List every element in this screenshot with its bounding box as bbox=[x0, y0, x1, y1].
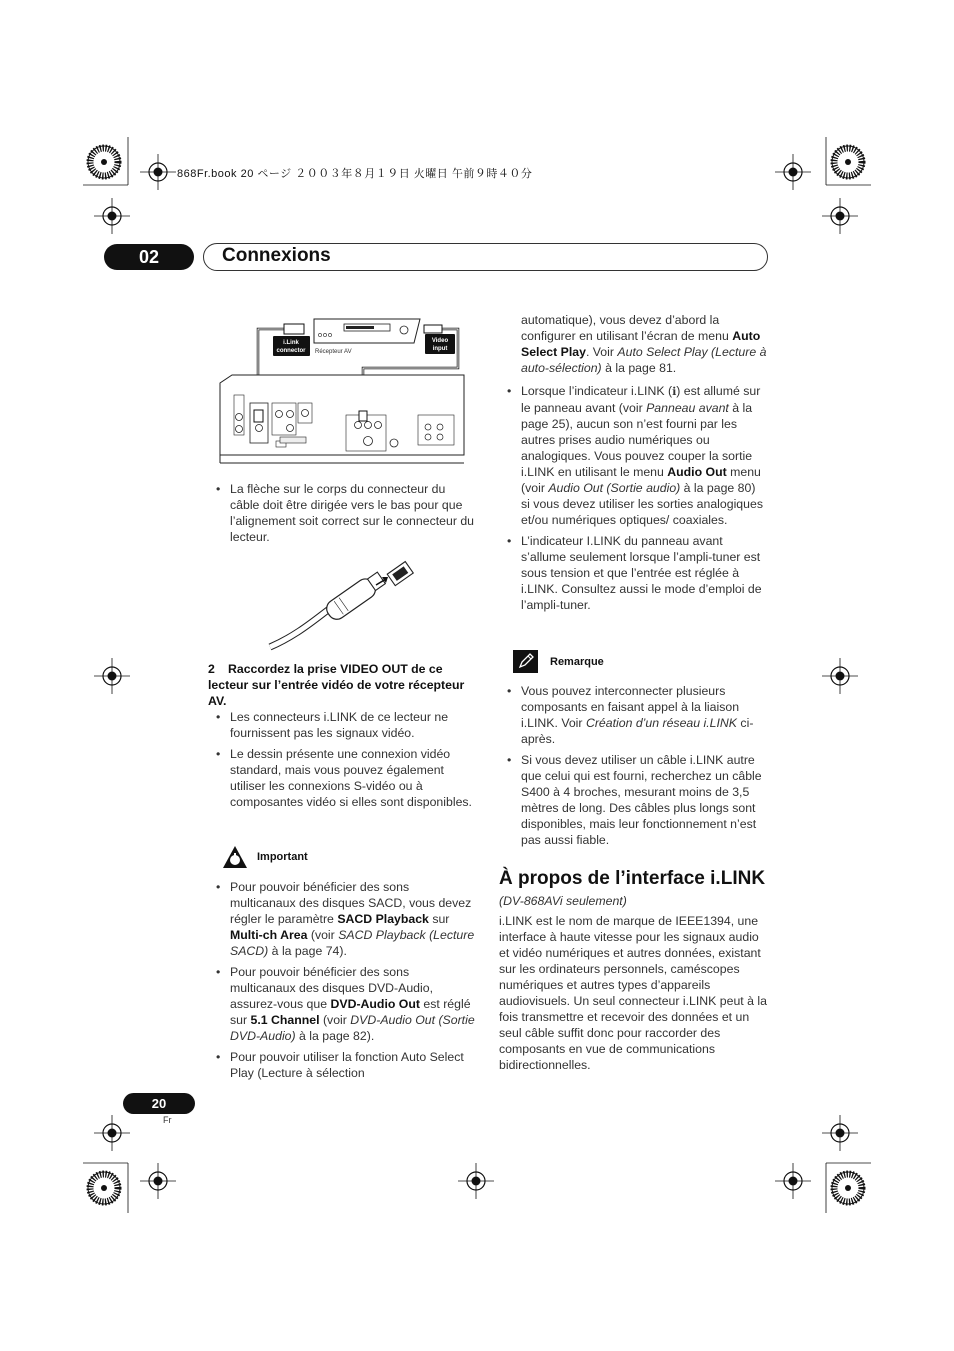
important-icon bbox=[222, 845, 248, 869]
registration-mark-icon bbox=[458, 1163, 494, 1199]
registration-mark-icon bbox=[94, 658, 130, 694]
book-info-line: 868Fr.book 20 ページ ２００３年８月１９日 火曜日 午前９時４０分 bbox=[177, 168, 533, 180]
page-number: 20 bbox=[123, 1093, 195, 1114]
ilink-indicator-icon: ​ℹ bbox=[672, 386, 677, 398]
bullet-arrow-orientation: • La flèche sur le corps du connecteur du câble doit être dirigée vers le bas pour que l’alignement soit correct sur le connecteur du lecteur. bbox=[208, 481, 476, 545]
registration-mark-icon bbox=[94, 1115, 130, 1151]
input-label: input bbox=[432, 346, 448, 352]
registration-mark-icon bbox=[822, 1115, 858, 1151]
step-number: 2 bbox=[208, 662, 215, 676]
important-bullet-auto-select: • Pour pouvoir utiliser la fonction Auto Select Play (Lecture à sélection bbox=[208, 1049, 476, 1081]
chapter-number: 02 bbox=[104, 244, 194, 270]
remark-bullet-network: • Vous pouvez interconnecter plusieurs composants en faisant appel à la liaison i.LINK. Voir Création d’un réseau i.LINK ci-après. bbox=[499, 683, 767, 747]
section-subtitle: (DV-868AVi seulement) bbox=[499, 894, 627, 908]
important-bullet-sacd: • Pour pouvoir bénéficier des sons multicanaux des disques SACD, vous devez régler le paramètre SACD Playback sur Multi-ch Area (voir SACD Playback (Lecture SACD) à la page 74). bbox=[208, 879, 476, 959]
language-code: Fr bbox=[163, 1115, 172, 1125]
video-label: Video bbox=[431, 338, 449, 344]
auto-select-continuation: automatique), vous devez d’abord la configurer en utilisant l’écran de menu Auto Select Play. Voir Auto Select Play (Lecture à auto-sélection) à la page 81. bbox=[521, 313, 767, 375]
ilink-connector-illustration bbox=[268, 555, 418, 655]
registration-star-icon bbox=[832, 1172, 864, 1204]
bullet-no-video: • Les connecteurs i.LINK de ce lecteur ne fournissent pas les signaux vidéo. bbox=[208, 709, 476, 741]
connector-label: connector bbox=[276, 348, 306, 354]
step-text: Raccordez la prise VIDEO OUT de ce lecteur sur l’entrée vidéo de votre récepteur AV. bbox=[208, 662, 465, 708]
section-title: À propos de l’interface i.LINK bbox=[499, 868, 766, 889]
av-receiver-illustration bbox=[314, 319, 420, 343]
registration-mark-icon bbox=[775, 154, 811, 190]
receiver-label: Récepteur AV bbox=[315, 349, 352, 355]
registration-mark-icon bbox=[822, 658, 858, 694]
registration-mark-icon bbox=[822, 198, 858, 234]
registration-mark-icon bbox=[140, 1163, 176, 1199]
important-label: Important bbox=[257, 851, 308, 863]
registration-mark-icon bbox=[94, 198, 130, 234]
registration-star-icon bbox=[88, 146, 120, 178]
important-bullet-dvd-audio: • Pour pouvoir bénéficier des sons multicanaux des disques DVD-Audio, assurez-vous que DVD-Audio Out est réglé sur 5.1 Channel (voir DVD-Audio Out (Sortie DVD-Audio) à la page 82). bbox=[208, 964, 476, 1044]
bullet-drawing: • Le dessin présente une connexion vidéo standard, mais vous pouvez également utiliser les connexions S-vidéo ou à composantes vidéo si elles sont disponibles. bbox=[208, 746, 476, 810]
registration-mark-icon bbox=[140, 154, 176, 190]
connection-diagram bbox=[218, 315, 468, 465]
bullet-ilink-amp: • L’indicateur I.LINK du panneau avant s’allume seulement lorsque l’ampli-tuner est sous tension et que l’entrée est réglée à i.LINK. Consultez aussi le mode d’emploi de l’ampli-tuner. bbox=[499, 533, 767, 613]
ilink-label: i.Link bbox=[283, 340, 299, 346]
pencil-note-icon bbox=[513, 650, 538, 673]
registration-mark-icon bbox=[775, 1163, 811, 1199]
bullet-ilink-indicator: • Lorsque l’indicateur i.LINK (​ℹ) est allumé sur le panneau avant (voir Panneau avant à la page 25), aucun son n’est fourni par les autres prises audio numériques ou analogiques. Vous pouvez couper la sortie i.LINK en utilisant le menu Audio Out menu (voir Audio Out (Sortie audio) à la page 80) si vous devez utiliser les sorties analogiques et/ou numériques optiques/ coaxiales. bbox=[499, 383, 767, 528]
registration-star-icon bbox=[832, 146, 864, 178]
remark-label: Remarque bbox=[550, 656, 604, 668]
section-body: i.LINK est le nom de marque de IEEE1394, une interface à haute vitesse pour les signaux audio et vidéo numériques et autres données, existant sur les ordinateurs personnels, caméscopes numériques et autres types d’appareils audiovisuels. Un seul connecteur i.LINK peut à la fois transmettre et recevoir des données et un seul câble suffit donc pour raccorder des composants en vue de communications bidirectionnelles. bbox=[499, 914, 767, 1072]
chapter-title: Connexions bbox=[222, 245, 331, 266]
registration-star-icon bbox=[88, 1172, 120, 1204]
remark-bullet-cable: • Si vous devez utiliser un câble i.LINK autre que celui qui est fourni, recherchez un câble S400 à 4 broches, mesurant moins de 3,5 mètres de long. Des câbles plus longs sont disponibles, mais leur fonctionnement n’est pas aussi fiable. bbox=[499, 752, 767, 848]
